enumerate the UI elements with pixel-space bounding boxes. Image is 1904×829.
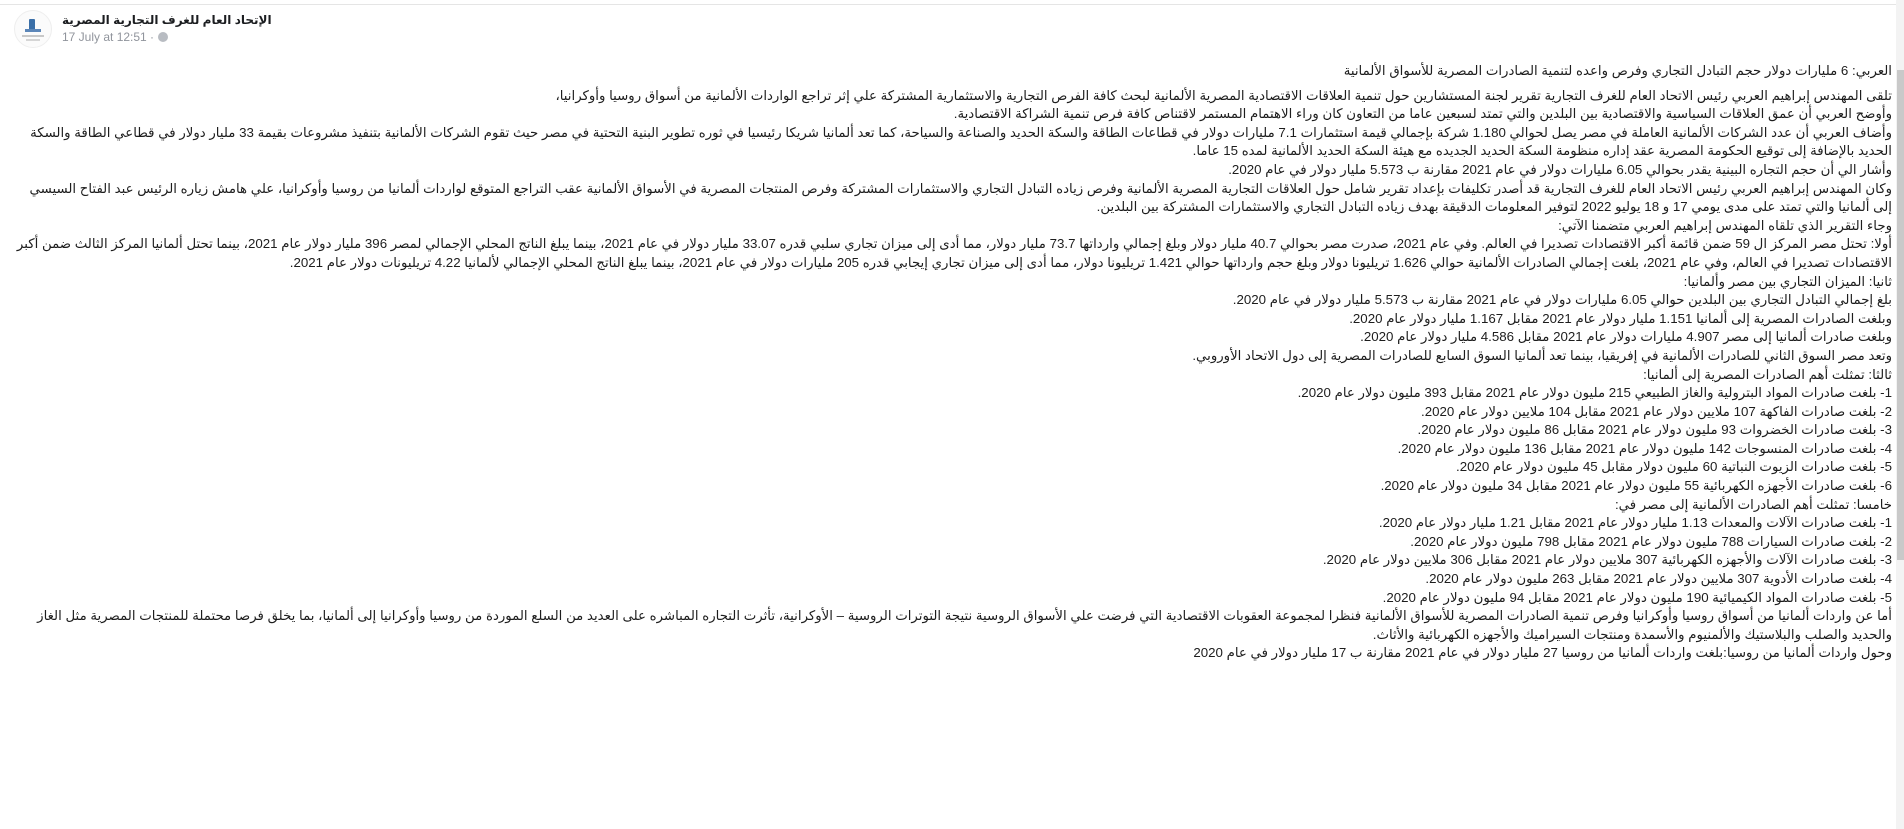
page-name-link[interactable]: الإتحاد العام للغرف التجارية المصرية	[62, 13, 272, 27]
post-body	[12, 62, 1892, 663]
article-paragraph: 3- بلغت صادرات الخضروات 93 مليون دولار عام 2021 مقابل 86 مليون دولار عام 2020.	[1417, 422, 1892, 438]
article-paragraph: أولا: تحتل مصر المركز ال 59 ضمن قائمة أكبر الاقتصادات تصديرا في العالم. وفي عام 2021، صدرت مصر بحوالي 40.7 مليار دولار وبلغ إجمالي وارداتها 73.7 مليار دولار، مما أدى إلى ميزان تجاري سلبي قدره 33.07 مليار دولار في عام 2021، بينما يبلغ الناتج المحلي الإجمالي لمصر 396 مليار دولار عام 2021، بينما تحتل ألمانيا المركز الثالث ضمن أكبر الاقتصادات تصديرا في العالم، وفي عام 2021، بلغت إجمالي الصادرات الألمانية حوالي 1.626 تريليونا دولار وبلغ حجم وارداتها حوالي 1.421 تريليونا دولار، مما أدى إلى ميزان تجاري إيجابي قدره 205 مليارات دولار في عام 2021، بينما يبلغ الناتج المحلي الإجمالي لألمانيا 4.22 تريليونات دولار عام 2021.	[16, 236, 1892, 270]
scrollbar-thumb[interactable]	[1897, 70, 1904, 560]
post-header	[14, 10, 272, 50]
article-paragraph: 5- بلغت صادرات المواد الكيميائية 190 مليون دولار عام 2021 مقابل 94 مليون دولار عام 2020.	[1382, 589, 1892, 605]
article-paragraph: 1- بلغت صادرات الآلات والمعدات 1.13 مليار دولار عام 2021 مقابل 1.21 مليار دولار عام 2020.	[1378, 515, 1892, 531]
logo-bar	[25, 29, 41, 32]
article-paragraph: وبلغت الصادرات المصرية إلى ألمانيا 1.151 مليار دولار عام 2021 مقابل 1.167 مليار دولار عام 2020.	[1349, 310, 1892, 326]
article-paragraph: وأضاف العربي أن عدد الشركات الألمانية العاملة في مصر يصل لحوالي 1.180 شركة بإجمالي قيمة استثمارات 7.1 مليارات دولار في قطاعات الطاقة والسكة الحديد والصناعة والسياحة، كما تعد ألمانيا شريكا رئيسيا في ثوره تطوير البنية التحتية في مصر حيث تقوم الشركات الألمانية بتنفيذ مشروعات بقيمة 33 مليار دولار في قطاعي الطاقة والسكة الحديد بالإضافة إلى توقيع الحكومة المصرية عقد إداره منظومة السكة الحديد الجديده مع هيئة السكة الحديد الألمانية لمده 15 عاما.	[30, 124, 1892, 159]
logo-caption-2	[26, 39, 40, 41]
article-paragraph: وكان المهندس إبراهيم العربي رئيس الاتحاد العام للغرف التجارية قد أصدر تكليفات بإعداد تقرير شامل حول العلاقات التجارية المصرية الألمانية وفرص زياده التبادل التجاري والاستثمارات المشتركة وفرص المنتجات المصرية في الأسواق الألمانية عقب التراجع المتوقع لواردات ألمانيا من روسيا وأوكرانيا، علي هامش زياره الرئيس عبد الفتاح السيسي إلى ألمانيا والتي تمتد على مدى يومي 17 و 18 يوليو 2022 لتوفير المعلومات الدقيقة بهدف زياده التبادل التجاري والاستثمارات المشتركة بين البلدين.	[29, 180, 1892, 215]
article-paragraph: 3- بلغت صادرات الآلات والأجهزه الكهربائية 307 ملايين دولار عام 2021 مقابل 306 ملايين دولار عام 2020.	[1322, 552, 1892, 568]
article-paragraph: 4- بلغت صادرات المنسوجات 142 مليون دولار عام 2021 مقابل 136 مليون دولار عام 2020.	[1397, 440, 1892, 456]
timestamp-link[interactable]: 17 July at 12:51 ·	[62, 30, 155, 44]
article-paragraph: 2- بلغت صادرات السيارات 788 مليون دولار عام 2021 مقابل 798 مليون دولار عام 2020.	[1410, 533, 1892, 549]
logo-caption	[22, 35, 44, 37]
article-paragraph: وبلغت صادرات ألمانيا إلى مصر 4.907 مليارات دولار عام 2021 مقابل 4.586 مليار دولار عام 2020.	[1360, 329, 1892, 345]
post-timestamp	[62, 30, 272, 44]
article-paragraph: 4- بلغت صادرات الأدوية 307 ملايين دولار عام 2021 مقابل 263 مليون دولار عام 2020.	[1425, 571, 1892, 587]
article-paragraph: وتعد مصر السوق الثاني للصادرات الألمانية في إفريقيا، بينما تعد ألمانيا السوق السابع للصادرات المصرية إلى دول الاتحاد الأوروبي.	[1192, 347, 1892, 363]
article-paragraph: تلقى المهندس إبراهيم العربي رئيس الاتحاد العام للغرف التجارية تقرير لجنة المستشارين حول تنمية العلاقات الاقتصادية المصرية الألمانية لبحث كافة الفرص التجارية والاستثمارية المشتركة علي إثر تراجع الواردات الألمانية من أسواق روسيا وأوكرانيا،	[555, 87, 1892, 103]
article-paragraph: ثانيا: الميزان التجاري بين مصر وألمانيا:	[1683, 273, 1892, 289]
article-paragraph: ثالثا: تمثلت أهم الصادرات المصرية إلى ألمانيا:	[1643, 366, 1892, 382]
article-paragraph: 6- بلغت صادرات الأجهزه الكهربائية 55 مليون دولار عام 2021 مقابل 34 مليون دولار عام 2020.	[1380, 478, 1892, 494]
article-paragraphs	[12, 87, 1892, 663]
article-title: العربي: 6 مليارات دولار حجم التبادل التجاري وفرص واعده لتنمية الصادرات المصرية للأسواق الألمانية	[1343, 63, 1892, 78]
top-divider	[0, 4, 1904, 5]
page-avatar[interactable]	[14, 10, 52, 48]
article-paragraph: خامسا: تمثلت أهم الصادرات الألمانية إلى مصر في:	[1614, 496, 1892, 512]
globe-icon	[158, 32, 168, 42]
post-meta	[62, 10, 272, 44]
article-paragraph: 1- بلغت صادرات المواد البترولية والغاز الطبيعي 215 مليون دولار عام 2021 مقابل 393 مليون دولار عام 2020.	[1297, 385, 1892, 401]
article-paragraph: وأوضح العربي أن عمق العلاقات السياسية والاقتصادية بين البلدين والتي تمتد لسبعين عاما من التعاون كان وراء الاهتمام المستمر لاقتناص كافة فرص تنمية الشراكة الاقتصادية.	[953, 106, 1892, 122]
article-paragraph: بلغ إجمالي التبادل التجاري بين البلدين حوالي 6.05 مليارات دولار في عام 2021 مقارنة ب 5.573 مليار دولار في عام 2020.	[1232, 292, 1892, 308]
scrollbar[interactable]	[1896, 0, 1904, 829]
article-paragraph: وأشار الي أن حجم التجاره البينية يقدر بحوالي 6.05 مليارات دولار في عام 2021 مقارنة ب 5.573 مليار دولار في عام 2020.	[1228, 161, 1892, 177]
article-paragraph: وحول واردات ألمانيا من روسيا:بلغت واردات ألمانيا من روسيا 27 مليار دولار في عام 2021 مقارنة ب 17 مليار دولار في عام 2020	[1193, 645, 1892, 661]
article-paragraph: 2- بلغت صادرات الفاكهة 107 ملايين دولار عام 2021 مقابل 104 ملايين دولار عام 2020.	[1421, 403, 1892, 419]
article-paragraph: وجاء التقرير الذي تلقاه المهندس إبراهيم العربي متضمنا الآتي:	[1558, 217, 1892, 233]
article-paragraph: 5- بلغت صادرات الزيوت النباتية 60 مليون دولار مقابل 45 مليون دولار عام 2020.	[1456, 459, 1892, 475]
article-paragraph: أما عن واردات ألمانيا من أسواق روسيا وأوكرانيا وفرص تنمية الصادرات المصرية للأسواق الألمانية فنظرا لمجموعة العقوبات الاقتصادية التي فرضت علي الأسواق الروسية نتيجة التوترات الروسية – الأوكرانية، تأثرت التجاره المباشره على العديد من السلع الموردة من روسيا وأوكرانيا إلى ألمانيا، بما يخلق فرصا محتملة للمنتجات المصرية مثل الغاز والحديد والصلب والبلاستيك والألمنيوم والأسمدة ومنتجات السيراميك والأجهزه الكهربائية والأثاث.	[37, 608, 1892, 642]
